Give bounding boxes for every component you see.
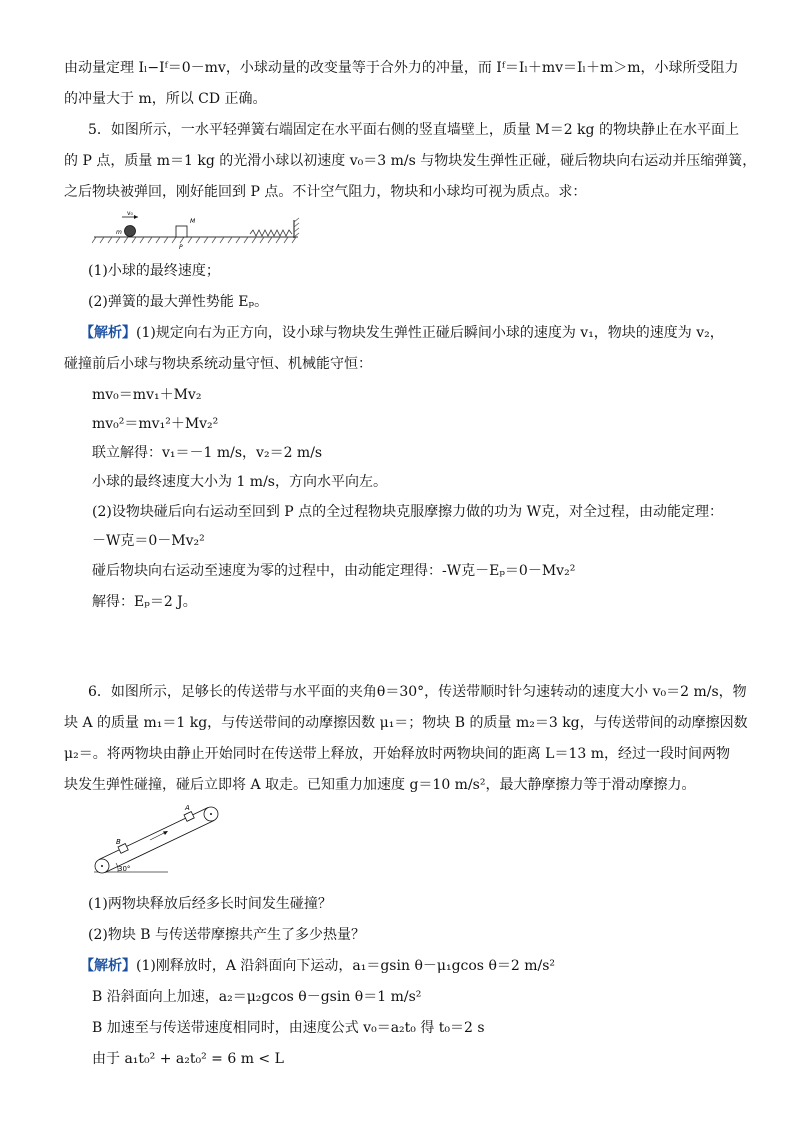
question-6-part1: (1)两物块释放后经多长时间发生碰撞？ bbox=[88, 896, 332, 912]
solution-text: (1)规定向右为正方向，设小球与物块发生弹性正碰后瞬间小球的速度为 v₁，物块的速度为 v₂， bbox=[136, 325, 724, 341]
text-line: μ₂＝。将两物块由静止开始同时在传送带上释放，开始释放时两物块间的距离 L＝13 m，经过一段时间两物 bbox=[64, 746, 730, 762]
ball bbox=[125, 226, 136, 237]
equation: mv₀＝mv₁＋Mv₂ bbox=[92, 387, 202, 403]
v0-label: v₀ bbox=[127, 210, 133, 217]
equation: mv₀²＝mv₁²＋Mv₂² bbox=[92, 416, 219, 432]
question-5-part1: (1)小球的最终速度； bbox=[88, 263, 220, 279]
solution-tag: 【解析】 bbox=[80, 958, 136, 974]
text-line: 小球的最终速度大小为 1 m/s，方向水平向左。 bbox=[92, 474, 387, 490]
spring bbox=[250, 230, 292, 236]
text-line: 由动量定理 Iₗ−Iᶠ＝0－mv，小球动量的改变量等于合外力的冲量，而 Iᶠ＝Iₗ＋mv＝Iₗ＋m＞m，小球所受阻力 bbox=[64, 60, 739, 76]
text-line: 之后物块被弹回，刚好能回到 P 点。不计空气阻力，物块和小球均可视为质点。求： bbox=[64, 184, 587, 200]
text-line: 块 A 的质量 m₁＝1 kg，与传送带间的动摩擦因数 μ₁＝；物块 B 的质量 m₂＝3 kg，与传送带间的动摩擦因数 bbox=[64, 715, 748, 731]
spring-block-figure bbox=[92, 210, 302, 252]
angle-label: 30° bbox=[118, 865, 131, 873]
equation: －W克＝0－Mv₂² bbox=[92, 533, 205, 549]
question-6-part2: (2)物块 B 与传送带摩擦共产生了多少热量？ bbox=[88, 927, 366, 943]
text-line: 的冲量大于 m，所以 CD 正确。 bbox=[64, 91, 267, 107]
question-5-part2: (2)弹簧的最大弹性势能 Eₚ。 bbox=[88, 294, 269, 310]
solution-5-line bbox=[80, 323, 724, 343]
A-label: A bbox=[185, 804, 190, 812]
M-label: M bbox=[190, 218, 196, 225]
block-A bbox=[184, 812, 194, 822]
text-line: 联立解得：v₁＝－1 m/s，v₂＝2 m/s bbox=[92, 445, 323, 461]
block-M bbox=[176, 226, 187, 237]
text-line: B 加速至与传送带速度相同时，由速度公式 v₀＝a₂t₀ 得 t₀＝2 s bbox=[92, 1020, 485, 1036]
text-line: 碰撞前后小球与物块系统动量守恒、机械能守恒： bbox=[64, 356, 372, 372]
question-5-text: 5．如图所示，一水平轻弹簧右端固定在水平面右侧的竖直墙壁上，质量 M＝2 kg 的物块静止在水平面上 bbox=[88, 122, 739, 138]
m-label: m bbox=[116, 229, 122, 236]
text-line: B 沿斜面向上加速，a₂＝μ₂gcos θ－gsin θ＝1 m/s² bbox=[92, 989, 422, 1005]
B-label: B bbox=[116, 838, 121, 846]
text-line: 由于 a₁t₀² + a₂t₀² = 6 m < L bbox=[92, 1051, 284, 1067]
P-label: P bbox=[179, 244, 183, 251]
solution-text: (1)刚释放时，A 沿斜面向下运动，a₁＝gsin θ－μ₁gcos θ＝2 m/s² bbox=[136, 958, 556, 974]
solution-tag: 【解析】 bbox=[80, 325, 136, 341]
question-6-text: 6．如图所示，足够长的传送带与水平面的夹角θ＝30°，传送带顺时针匀速转动的速度大小 v₀＝2 m/s，物 bbox=[88, 684, 747, 700]
text-line: (2)设物块碰后向右运动至回到 P 点的全过程物块克服摩擦力做的功为 W克，对全过程，由动能定理： bbox=[92, 504, 723, 520]
text-line: 解得：Eₚ＝2 J。 bbox=[92, 594, 197, 610]
text-line: 块发生弹性碰撞，碰后立即将 A 取走。已知重力加速度 g＝10 m/s²，最大静摩擦力等于滑动摩擦力。 bbox=[64, 777, 696, 793]
text-line: 碰后物块向右运动至速度为零的过程中，由动能定理得：-W克－Eₚ＝0－Mv₂² bbox=[92, 563, 576, 579]
text-line: 的 P 点，质量 m＝1 kg 的光滑小球以初速度 v₀＝3 m/s 与物块发生弹性正碰，碰后物块向右运动并压缩弹簧， bbox=[64, 153, 757, 169]
conveyor-belt-figure bbox=[88, 800, 228, 880]
solution-6-line bbox=[80, 956, 555, 976]
